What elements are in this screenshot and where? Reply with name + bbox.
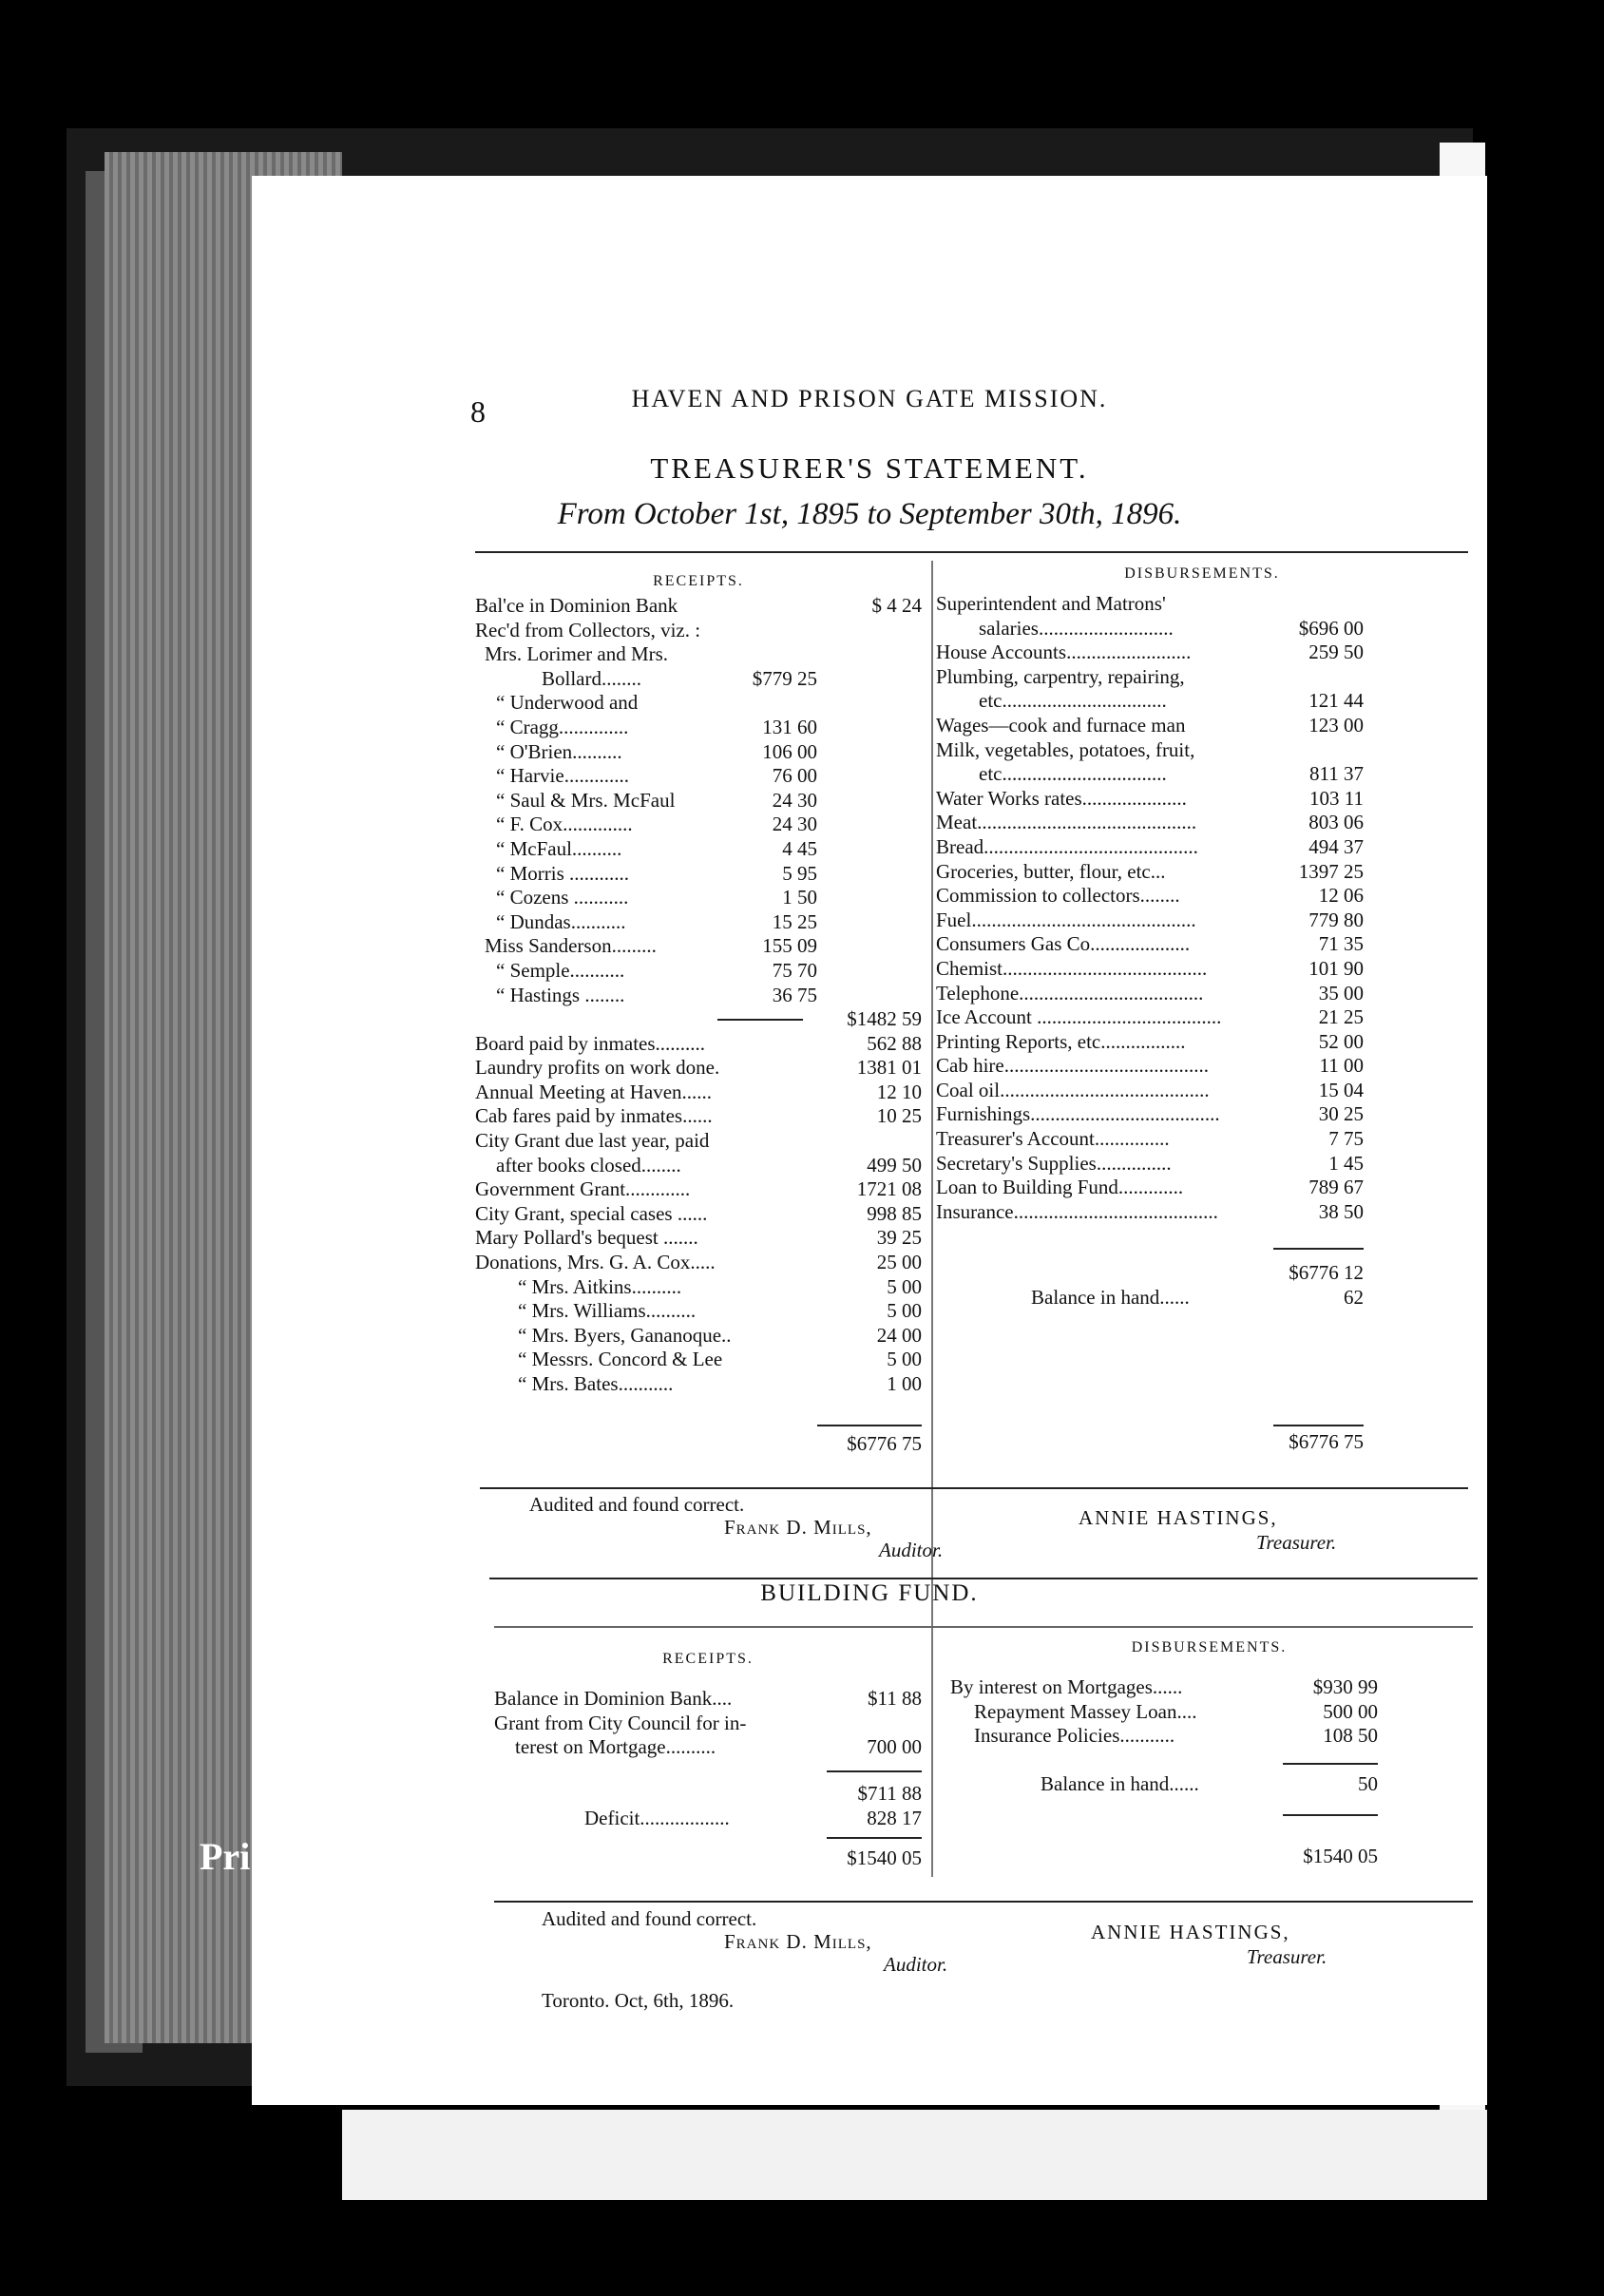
ledger-row bbox=[475, 1324, 926, 1349]
row-label: “ Semple........... bbox=[496, 958, 625, 982]
row-label: “ F. Cox.............. bbox=[496, 813, 633, 836]
row-label: “ Mrs. Aitkins.......... bbox=[518, 1274, 682, 1298]
collector-amount: $779 25 bbox=[752, 666, 817, 690]
ledger-row bbox=[475, 667, 926, 692]
ledger-row bbox=[475, 813, 926, 837]
disbursement-amount: 121 44 bbox=[1308, 689, 1364, 713]
ledger-row bbox=[936, 884, 1473, 909]
row-label: Telephone..................................... bbox=[936, 981, 1204, 1004]
ledger-row bbox=[936, 641, 1473, 665]
ledger-row bbox=[475, 1372, 926, 1397]
row-label: City Grant, special cases ...... bbox=[475, 1201, 708, 1225]
statement-title: TREASURER'S STATEMENT. bbox=[650, 451, 1089, 485]
row-label: Insurance......................................... bbox=[936, 1199, 1218, 1223]
header-rule bbox=[475, 551, 1468, 553]
bf-disb-total-rule bbox=[1283, 1814, 1378, 1816]
bf-receipts-list bbox=[494, 1687, 926, 1760]
disbursement-amount: 123 00 bbox=[1308, 713, 1364, 737]
ledger-row bbox=[936, 1200, 1473, 1225]
ledger-row bbox=[950, 1724, 1478, 1749]
bf-disbursement-amount: 500 00 bbox=[1323, 1699, 1378, 1723]
ledger-row bbox=[936, 1079, 1473, 1103]
disbursement-amount: $696 00 bbox=[1298, 616, 1364, 640]
receipts-total: $6776 75 bbox=[847, 1432, 922, 1455]
ledger-row bbox=[475, 619, 926, 643]
ledger-row bbox=[494, 1712, 926, 1736]
row-label: salaries........................... bbox=[979, 616, 1174, 640]
disbursement-amount: 11 00 bbox=[1319, 1054, 1364, 1078]
row-label: “ Cragg.............. bbox=[496, 715, 629, 738]
bf-top-rule bbox=[489, 1578, 1478, 1579]
bf-balance-label: Balance in hand...... bbox=[1041, 1772, 1199, 1795]
row-label: Annual Meeting at Haven...... bbox=[475, 1080, 713, 1103]
row-label: House Accounts......................... bbox=[936, 641, 1192, 664]
bf-under-rule bbox=[494, 1626, 1473, 1628]
row-label: Water Works rates..................... bbox=[936, 786, 1187, 810]
collector-amount: 4 45 bbox=[782, 836, 817, 860]
ledger-row bbox=[475, 1056, 926, 1081]
ledger-row bbox=[936, 617, 1473, 641]
disb-subtotal: $6776 12 bbox=[1289, 1261, 1364, 1284]
row-label: “ Mrs. Byers, Gananoque.. bbox=[518, 1323, 732, 1347]
collector-amount: 5 95 bbox=[782, 861, 817, 885]
ledger-row bbox=[475, 1104, 926, 1129]
row-label: “ Morris ............ bbox=[496, 861, 629, 885]
collector-amount: 24 30 bbox=[772, 788, 817, 812]
ledger-row bbox=[475, 910, 926, 935]
document-page bbox=[252, 176, 1487, 2105]
receipt-amount: 10 25 bbox=[876, 1104, 922, 1128]
ledger-row bbox=[475, 764, 926, 789]
bf-receipt-amount: $11 88 bbox=[868, 1687, 922, 1710]
ledger-row bbox=[475, 1081, 926, 1105]
collector-amount: 106 00 bbox=[762, 739, 817, 763]
receipt-amount: 5 00 bbox=[887, 1274, 922, 1298]
bf-disb-total: $1540 05 bbox=[1303, 1845, 1378, 1867]
row-label: “ Cozens ........... bbox=[496, 886, 629, 909]
audit2-treasurer-title: Treasurer. bbox=[1247, 1945, 1327, 1968]
row-label: Printing Reports, etc................. bbox=[936, 1029, 1186, 1053]
row-label: Superintendent and Matrons' bbox=[936, 592, 1166, 615]
ledger-row bbox=[475, 1032, 926, 1057]
ledger-row bbox=[936, 592, 1473, 617]
row-label: Donations, Mrs. G. A. Cox..... bbox=[475, 1251, 716, 1274]
receipt-amount: 25 00 bbox=[876, 1251, 922, 1274]
bf-receipt-amount: 700 00 bbox=[867, 1735, 922, 1759]
row-label: Groceries, butter, flour, etc... bbox=[936, 859, 1166, 883]
row-label: “ Mrs. Williams.......... bbox=[518, 1299, 697, 1323]
ledger-row bbox=[475, 1299, 926, 1324]
collector-amount: 24 30 bbox=[772, 813, 817, 836]
receipt-amount: 499 50 bbox=[867, 1153, 922, 1177]
ledger-row bbox=[475, 691, 926, 716]
building-fund-title: BUILDING FUND. bbox=[760, 1580, 979, 1606]
disbursement-amount: 12 06 bbox=[1318, 884, 1364, 908]
disbursements-list bbox=[936, 592, 1473, 1224]
ledger-row bbox=[936, 1102, 1473, 1127]
audit2-auditor-name: Frank D. Mills, bbox=[724, 1930, 872, 1953]
ledger-row bbox=[475, 1202, 926, 1227]
ledger-row bbox=[936, 1054, 1473, 1079]
receipt-amount: 1381 01 bbox=[856, 1056, 922, 1080]
audit2-auditor-title: Auditor. bbox=[884, 1953, 948, 1976]
row-label: Commission to collectors........ bbox=[936, 884, 1180, 908]
page-number: 8 bbox=[470, 394, 486, 429]
row-label: Mrs. Lorimer and Mrs. bbox=[485, 642, 669, 666]
disbursements-heading: DISBURSEMENTS. bbox=[1124, 565, 1280, 582]
row-label: “ Dundas........... bbox=[496, 909, 626, 933]
disb-balance-label: Balance in hand...... bbox=[1031, 1286, 1190, 1309]
row-label: Wages—cook and furnace man bbox=[936, 713, 1186, 737]
disbursement-amount: 35 00 bbox=[1318, 981, 1364, 1004]
receipt-amount: 998 85 bbox=[867, 1201, 922, 1225]
ledger-row bbox=[475, 837, 926, 862]
receipt-amount: $1482 59 bbox=[847, 1007, 922, 1031]
row-label: Bread........................................... bbox=[936, 834, 1198, 858]
row-label: Board paid by inmates.......... bbox=[475, 1031, 706, 1055]
receipt-amount: 39 25 bbox=[876, 1226, 922, 1250]
ledger-row bbox=[950, 1700, 1478, 1725]
disbursement-amount: 101 90 bbox=[1308, 956, 1364, 980]
ledger-row bbox=[494, 1687, 926, 1712]
disbursement-amount: 789 67 bbox=[1308, 1176, 1364, 1199]
row-label: Treasurer's Account............... bbox=[936, 1127, 1170, 1151]
disbursement-amount: 30 25 bbox=[1318, 1102, 1364, 1126]
collector-amount: 15 25 bbox=[772, 909, 817, 933]
row-label: City Grant due last year, paid bbox=[475, 1129, 710, 1153]
row-label: Coal oil.......................................... bbox=[936, 1078, 1210, 1101]
receipts-heading: RECEIPTS. bbox=[653, 573, 744, 589]
collector-amount: 155 09 bbox=[762, 934, 817, 958]
disbursement-amount: 1397 25 bbox=[1298, 859, 1364, 883]
collector-amount: 75 70 bbox=[772, 958, 817, 982]
bf-disbursements-heading: DISBURSEMENTS. bbox=[1131, 1639, 1288, 1655]
row-label: Loan to Building Fund............. bbox=[936, 1176, 1184, 1199]
row-label: “ O'Brien.......... bbox=[496, 739, 622, 763]
ledger-row bbox=[936, 738, 1473, 763]
row-label: Cab fares paid by inmates...... bbox=[475, 1104, 713, 1128]
row-label: Chemist......................................... bbox=[936, 956, 1208, 980]
ledger-row bbox=[936, 982, 1473, 1006]
statement-period: From October 1st, 1895 to September 30th, 1896. bbox=[557, 497, 1182, 531]
row-label: Meat............................................ bbox=[936, 811, 1197, 834]
collector-amount: 76 00 bbox=[772, 764, 817, 788]
bf-bottom-rule bbox=[494, 1901, 1473, 1903]
row-label: Cab hire......................................... bbox=[936, 1054, 1209, 1078]
row-label: Laundry profits on work done. bbox=[475, 1056, 720, 1080]
ledger-row bbox=[936, 957, 1473, 982]
ledger-row bbox=[475, 862, 926, 887]
audit1-treasurer-name: ANNIE HASTINGS, bbox=[1079, 1506, 1278, 1529]
row-label: “ Hastings ........ bbox=[496, 983, 625, 1006]
bf-disbursement-amount: 108 50 bbox=[1323, 1724, 1378, 1748]
receipt-amount: 5 00 bbox=[887, 1348, 922, 1371]
row-label: “ Underwood and bbox=[496, 691, 639, 715]
ledger-row bbox=[475, 789, 926, 813]
audit2-treasurer-name: ANNIE HASTINGS, bbox=[1091, 1921, 1290, 1943]
collector-amount: 1 50 bbox=[782, 886, 817, 909]
ledger-row bbox=[936, 665, 1473, 690]
row-label: “ Mrs. Bates........... bbox=[518, 1372, 674, 1395]
ledger-row bbox=[475, 1129, 926, 1154]
audit1-treasurer-title: Treasurer. bbox=[1256, 1531, 1337, 1554]
row-label: Bal'ce in Dominion Bank bbox=[475, 594, 678, 617]
row-label: By interest on Mortgages...... bbox=[950, 1675, 1183, 1698]
audit2-text: Audited and found correct. bbox=[542, 1907, 757, 1930]
row-label: Rec'd from Collectors, viz. : bbox=[475, 618, 701, 641]
ledger-row bbox=[475, 642, 926, 667]
receipt-amount: 12 10 bbox=[876, 1080, 922, 1103]
ledger-row bbox=[475, 716, 926, 740]
row-label: “ Messrs. Concord & Lee bbox=[518, 1348, 723, 1371]
bf-column-divider bbox=[931, 1635, 933, 1877]
receipt-amount: 562 88 bbox=[867, 1031, 922, 1055]
row-label: Government Grant............. bbox=[475, 1177, 691, 1201]
disbursement-amount: 494 37 bbox=[1308, 834, 1364, 858]
row-label: Fuel............................................. bbox=[936, 908, 1196, 931]
ledger-row bbox=[936, 1127, 1473, 1152]
subtotal-rule bbox=[717, 1019, 803, 1021]
ledger-row bbox=[936, 762, 1473, 787]
row-label: etc................................. bbox=[979, 762, 1167, 786]
collector-amount: 36 75 bbox=[772, 983, 817, 1006]
disbursement-amount: 259 50 bbox=[1308, 641, 1364, 664]
ledger-row bbox=[936, 932, 1473, 957]
ledger-row bbox=[936, 811, 1473, 835]
row-label: Bollard........ bbox=[542, 666, 641, 690]
bf-receipts-total-rule bbox=[827, 1837, 922, 1839]
audit2-date: Toronto. Oct, 6th, 1896. bbox=[542, 1989, 735, 2012]
audit1-text: Audited and found correct. bbox=[529, 1493, 745, 1516]
section-rule bbox=[480, 1487, 1468, 1489]
disbursement-amount: 21 25 bbox=[1318, 1005, 1364, 1029]
ledger-row bbox=[475, 1226, 926, 1251]
ledger-row bbox=[936, 1176, 1473, 1200]
ledger-row bbox=[950, 1675, 1478, 1700]
row-label: Secretary's Supplies............... bbox=[936, 1151, 1172, 1175]
ledger-row bbox=[936, 714, 1473, 738]
bf-disbursement-amount: $930 99 bbox=[1312, 1675, 1378, 1698]
bleed-text: Pri bbox=[200, 1835, 251, 1878]
row-label: “ Harvie............. bbox=[496, 764, 629, 788]
ledger-row bbox=[936, 1030, 1473, 1055]
running-head: HAVEN AND PRISON GATE MISSION. bbox=[631, 385, 1108, 412]
row-label: Grant from City Council for in- bbox=[494, 1711, 747, 1734]
ledger-row bbox=[475, 1154, 926, 1178]
receipts-list bbox=[475, 594, 926, 1397]
row-label: etc................................. bbox=[979, 689, 1167, 713]
disbursement-amount: 52 00 bbox=[1318, 1029, 1364, 1053]
row-label: Plumbing, carpentry, repairing, bbox=[936, 664, 1185, 688]
disbursement-amount: 779 80 bbox=[1308, 908, 1364, 931]
ledger-row bbox=[475, 1275, 926, 1300]
receipt-amount: 24 00 bbox=[876, 1323, 922, 1347]
row-label: after books closed........ bbox=[496, 1153, 681, 1177]
bf-deficit: 828 17 bbox=[867, 1807, 922, 1829]
ledger-row bbox=[475, 984, 926, 1008]
ledger-row bbox=[475, 959, 926, 984]
ledger-row bbox=[494, 1735, 926, 1760]
disb-balance: 62 bbox=[1344, 1286, 1364, 1309]
collector-amount: 131 60 bbox=[762, 715, 817, 738]
bf-deficit-label: Deficit.................. bbox=[584, 1807, 730, 1829]
ledger-row bbox=[936, 909, 1473, 933]
disb-total-rule bbox=[1273, 1425, 1364, 1426]
bf-disbursements-list bbox=[950, 1675, 1478, 1749]
disbursement-amount: 811 37 bbox=[1309, 762, 1364, 786]
row-label: “ McFaul.......... bbox=[496, 836, 622, 860]
ledger-row bbox=[475, 886, 926, 910]
disbursement-amount: 103 11 bbox=[1309, 786, 1364, 810]
ledger-row bbox=[475, 1177, 926, 1202]
disbursement-amount: 38 50 bbox=[1318, 1199, 1364, 1223]
row-label: Miss Sanderson......... bbox=[485, 934, 657, 958]
row-label: Mary Pollard's bequest ....... bbox=[475, 1226, 698, 1250]
ledger-row bbox=[475, 1251, 926, 1275]
disbursement-amount: 7 75 bbox=[1328, 1127, 1364, 1151]
audit1-auditor-name: Frank D. Mills, bbox=[724, 1516, 872, 1539]
ledger-row bbox=[936, 689, 1473, 714]
disb-total: $6776 75 bbox=[1289, 1430, 1364, 1453]
disbursement-amount: 1 45 bbox=[1328, 1151, 1364, 1175]
receipt-amount: 1721 08 bbox=[856, 1177, 922, 1201]
ledger-row bbox=[936, 1152, 1473, 1177]
receipt-amount: 1 00 bbox=[887, 1372, 922, 1395]
column-divider bbox=[931, 561, 933, 1635]
ledger-row bbox=[936, 860, 1473, 885]
row-label: Consumers Gas Co.................... bbox=[936, 932, 1191, 956]
bf-disb-sub-rule bbox=[1283, 1763, 1378, 1765]
row-label: terest on Mortgage.......... bbox=[515, 1735, 716, 1759]
bf-receipts-subtotal: $711 88 bbox=[857, 1782, 922, 1805]
row-label: Insurance Policies........... bbox=[974, 1724, 1175, 1748]
disbursement-amount: 71 35 bbox=[1318, 932, 1364, 956]
ledger-row bbox=[936, 1005, 1473, 1030]
row-label: Milk, vegetables, potatoes, fruit, bbox=[936, 737, 1195, 761]
receipt-amount: 5 00 bbox=[887, 1299, 922, 1323]
ledger-row bbox=[936, 835, 1473, 860]
receipt-amount: $ 4 24 bbox=[871, 594, 922, 617]
ledger-row bbox=[936, 787, 1473, 812]
ledger-row bbox=[475, 1348, 926, 1372]
bf-balance: 50 bbox=[1358, 1772, 1378, 1795]
row-label: Repayment Massey Loan.... bbox=[974, 1699, 1197, 1723]
row-label: Furnishings...................................... bbox=[936, 1102, 1220, 1126]
row-label: Ice Account ..................................... bbox=[936, 1005, 1222, 1029]
audit1-auditor-title: Auditor. bbox=[879, 1539, 944, 1561]
bf-receipts-total: $1540 05 bbox=[847, 1846, 922, 1869]
bf-receipts-sub-rule bbox=[827, 1770, 922, 1772]
lower-page-strip bbox=[342, 2110, 1487, 2200]
ledger-row bbox=[475, 934, 926, 959]
receipts-total-rule bbox=[817, 1425, 922, 1426]
ledger-row bbox=[475, 594, 926, 619]
row-label: “ Saul & Mrs. McFaul bbox=[496, 788, 676, 812]
ledger-row bbox=[475, 740, 926, 765]
ledger-row bbox=[475, 1007, 926, 1032]
disbursement-amount: 15 04 bbox=[1318, 1078, 1364, 1101]
disb-sum-rule bbox=[1273, 1248, 1364, 1250]
row-label: Balance in Dominion Bank.... bbox=[494, 1687, 733, 1710]
bf-receipts-heading: RECEIPTS. bbox=[662, 1651, 754, 1667]
disbursement-amount: 803 06 bbox=[1308, 811, 1364, 834]
